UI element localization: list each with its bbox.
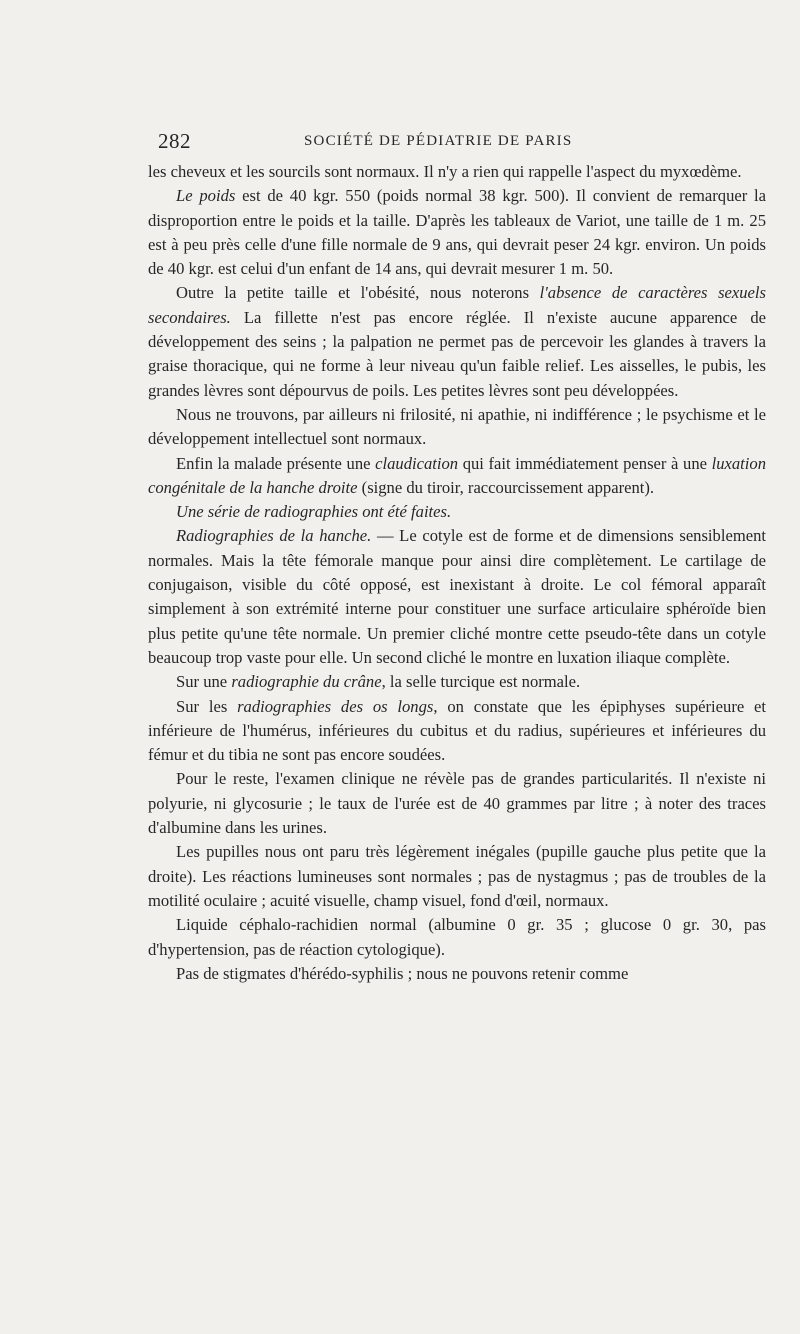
italic-run: l'absence de caractères sexuels secondaires. xyxy=(148,283,766,327)
text-run: Les pupilles nous ont paru très légèrement inégales (pupille gauche plus petite que la droite). Les réactions lumineuses sont normales ; pas de nystagmus ; pas de troubles de la motilité oculaire ; acuité visuelle, champ visuel, fond d'œil, normaux. xyxy=(148,842,766,910)
paragraph xyxy=(148,670,766,694)
text-run: — Le cotyle est de forme et de dimensions sensiblement normales. Mais la tête fémorale manque pour ainsi dire complètement. Le cartilage de conjugaison, visible du côté opposé, est inexistant à droite. Le col fémoral apparaît simplement à son extrémité interne pour constituer une surface articulaire sphéroïde bien plus petite qu'une tête normale. Un premier cliché montre cette pseudo-tête dans un cotyle beaucoup trop vaste pour elle. Un second cliché le montre en luxation iliaque complète. xyxy=(148,526,766,667)
paragraph xyxy=(148,913,766,962)
paragraph xyxy=(148,500,766,524)
text-run: (signe du tiroir, raccourcissement apparent). xyxy=(357,477,655,497)
paragraph xyxy=(148,695,766,768)
body-text xyxy=(148,160,766,986)
italic-run: radiographies des os longs xyxy=(237,696,434,716)
text-run: les cheveux et les sourcils sont normaux. Il n'y a rien qui rappelle l'aspect du myxœdème. xyxy=(148,162,742,181)
paragraph xyxy=(148,160,766,184)
paragraph xyxy=(148,840,766,913)
italic-run: luxation congénitale de la hanche droite xyxy=(148,453,766,497)
italic-run: radiographie du crâne xyxy=(231,672,382,692)
italic-run: claudication xyxy=(375,453,459,473)
paragraph xyxy=(148,403,766,452)
text-run: , on constate que les épiphyses supérieure et inférieure de l'humérus, inférieures du cubitus et du radius, supérieures et inférieures du fémur et du tibia ne sont pas encore soudées. xyxy=(148,696,766,765)
paragraph xyxy=(148,962,766,986)
text-run: Nous ne trouvons, par ailleurs ni frilosité, ni apathie, ni indifférence ; le psychisme et le développement intellectuel sont normaux. xyxy=(148,404,766,449)
paragraph xyxy=(148,184,766,281)
text-run: est de 40 kgr. 550 (poids normal 38 kgr. 500). Il convient de remarquer la disproportion entre le poids et la taille. D'après les tableaux de Variot, une taille de 1 m. 25 est à peu près celle d'une fille normale de 9 ans, qui devrait peser 24 kgr. environ. Un poids de 40 kgr. est celui d'un enfant de 14 ans, qui devrait mesurer 1 m. 50. xyxy=(148,186,767,279)
page-number: 282 xyxy=(158,129,191,153)
text-run: Sur les xyxy=(176,696,238,716)
text-run: Enfin la malade présente une xyxy=(176,453,376,473)
text-run: La fillette n'est pas encore réglée. Il n'existe aucune apparence de développement des seins ; la palpation ne permet pas de percevoir les glandes à travers la graise thoracique, qui ne forme à leur niveau qu'un faible relief. Les aisselles, le pubis, les grandes lèvres sont dépourvus de poils. Les petites lèvres sont peu développées. xyxy=(148,307,766,400)
paragraph xyxy=(148,767,766,840)
text-run: Liquide céphalo-rachidien normal (albumine 0 gr. 35 ; glucose 0 gr. 30, pas d'hypertension, pas de réaction cytologique). xyxy=(148,915,766,959)
running-head: SOCIÉTÉ DE PÉDIATRIE DE PARIS xyxy=(304,133,573,149)
text-run: qui fait immédiatement penser à une xyxy=(458,453,712,473)
paragraph xyxy=(148,452,766,501)
italic-run: Le poids xyxy=(176,186,236,206)
italic-run: Radiographies de la hanche. xyxy=(176,526,372,546)
text-run: Pas de stigmates d'hérédo-syphilis ; nous ne pouvons retenir comme xyxy=(176,963,629,983)
text-run: Pour le reste, l'examen clinique ne révèle pas de grandes particularités. Il n'existe ni polyurie, ni glycosurie ; le taux de l'urée est de 40 grammes par litre ; à noter des traces d'albumine dans les urines. xyxy=(148,769,766,838)
paragraph xyxy=(148,281,766,402)
text-run: Outre la petite taille et l'obésité, nous noterons xyxy=(176,283,540,303)
paragraph xyxy=(148,524,766,670)
page-header xyxy=(158,128,758,154)
text-run: Sur une xyxy=(176,672,232,692)
text-run: , la selle turcique est normale. xyxy=(381,672,581,692)
italic-run: Une série de radiographies ont été faites. xyxy=(176,502,452,522)
